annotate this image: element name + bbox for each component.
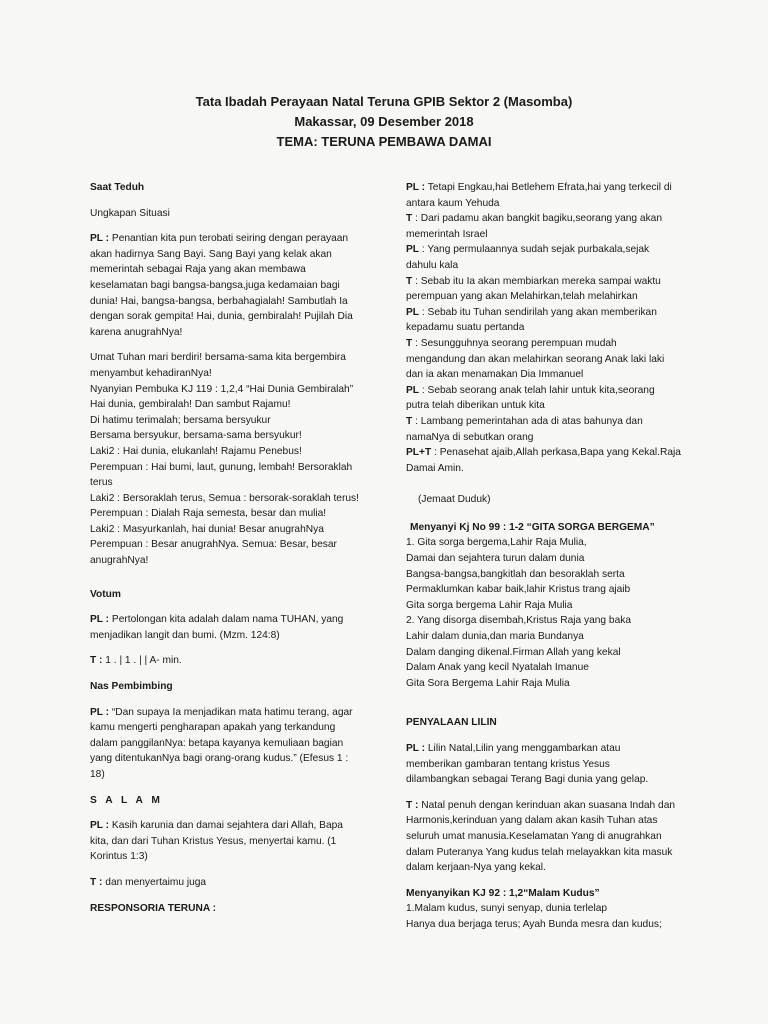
text-line: Hai dunia, gembiralah! Dan sambut Rajamu! <box>90 399 291 411</box>
text-line: dengan sorak gempita! Hai, dunia, gembiralah! Pujilah Dia <box>90 311 353 323</box>
text-line: Laki2 : Hai dunia, elukanlah! Rajamu Penebus! <box>90 445 302 457</box>
text-line: antara kaum Yehuda <box>406 197 500 209</box>
lyric-line: 1.Malam kudus, sunyi senyap, dunia terlelap <box>406 903 608 915</box>
pl-lilin <box>406 741 688 788</box>
speaker-tag: T : <box>90 876 103 888</box>
speaker-tag: T <box>406 337 413 349</box>
text-line: : Sesungguhnya seorang perempuan mudah <box>412 337 617 349</box>
right-column <box>406 180 688 933</box>
text-line: : Lambang pemerintahan ada di atas bahunya dan <box>412 415 643 427</box>
heading-nas-pembimbing: Nas Pembimbing <box>90 681 173 693</box>
text-line: memberikan gambaran tentang kristus Yesus <box>406 758 610 770</box>
text-line: : Penasehat ajaib,Allah perkasa,Bapa yang Kekal.Raja <box>431 447 681 459</box>
text-line: akan hadirnya Sang Bayi. Sang Bayi yang kelak akan <box>90 248 332 260</box>
text-line: Kasih karunia dan damai sejahtera dari Allah, Bapa <box>109 820 343 832</box>
text-line: Laki2 : Bersoraklah terus, Semua : bersorak-soraklah terus! <box>90 492 359 504</box>
speaker-tag: PL : <box>90 706 110 718</box>
text-line: Natal penuh dengan kerinduan akan suasana Indah dan <box>418 799 676 811</box>
text-line: dalam panggilanNya: betapa kayanya kemuliaan bagian <box>90 737 344 749</box>
text-line: Perempuan : Besar anugrahNya. Semua: Besar, besar <box>90 539 337 551</box>
text-line: : Sebab itu Tuhan sendirilah yang akan memberikan <box>419 306 657 318</box>
document-title: Tata Ibadah Perayaan Natal Teruna GPIB Sektor 2 (Masomba) <box>195 94 573 109</box>
lyric-line: Dalam Anak yang kecil Nyatalah Imanue <box>406 662 589 674</box>
lyric-line: Hanya dua berjaga terus; Ayah Bunda mesra dan kudus; <box>406 918 662 930</box>
text-line: : Dari padamu akan bangkit bagiku,seorang yang akan <box>412 213 662 225</box>
text-line: Korintus 1:3) <box>90 851 148 863</box>
t-amin <box>90 653 370 669</box>
text-line: Umat Tuhan mari berdiri! bersama-sama kita bergembira <box>90 352 346 364</box>
speaker-tag: PL <box>406 244 420 256</box>
text-line: Bersama bersyukur, bersama-sama bersyukur! <box>90 430 302 442</box>
text-line: keselamatan bagi bangsa-bangsa,juga kedamaian bagi <box>90 279 340 291</box>
jemaat-duduk: (Jemaat Duduk) <box>418 494 491 506</box>
lyric-line: Gita Sora Bergema Lahir Raja Mulia <box>406 677 570 689</box>
text-line: mengandung dan akan melahirkan seorang Anak laki laki <box>406 353 665 365</box>
text-line: dalam Puteranya Yang kudus telah melayakkan kita masuk <box>406 846 673 858</box>
speaker-tag: PL <box>406 384 420 396</box>
text-line: 1 . | 1 . | | A- min. <box>102 655 182 667</box>
text-line: “Dan supaya Ia menjadikan mata hatimu terang, agar <box>109 706 353 718</box>
text-line: Nyanyian Pembuka KJ 119 : 1,2,4 “Hai Dunia Gembiralah” <box>90 383 354 395</box>
speaker-tag: PL <box>406 306 420 318</box>
responsoria-list <box>406 180 688 476</box>
t-salam <box>90 875 370 891</box>
text-line: menyambut kehadiranNya! <box>90 367 212 379</box>
lyric-line: 1. Gita sorga bergema,Lahir Raja Mulia, <box>406 537 587 549</box>
text-line: : Sebab seorang anak telah lahir untuk kita,seorang <box>419 384 655 396</box>
text-line: anugrahNya! <box>90 555 149 567</box>
text-line: dalam kerjaan-Nya yang kekal. <box>406 862 546 874</box>
speaker-tag: T : <box>90 655 103 667</box>
pl-penantian <box>90 231 370 340</box>
text-line: 18) <box>90 769 105 780</box>
text-line: Tetapi Engkau,hai Betlehem Efrata,hai yang terkecil di <box>425 182 672 193</box>
text-line: Perempuan : Dialah Raja semesta, besar dan mulia! <box>90 508 327 520</box>
text-line: kepadamu suatu pertanda <box>406 322 525 334</box>
text-line: : Sebab itu Ia akan membiarkan mereka sampai waktu <box>412 275 661 287</box>
text-line: Lilin Natal,Lilin yang menggambarkan atau <box>425 743 621 754</box>
text-line: : Yang permulaannya sudah sejak purbakala,sejak <box>419 244 650 256</box>
text-line: Pertolongan kita adalah dalam nama TUHAN, yang <box>109 614 344 626</box>
text-line: menjadikan langit dan bumi. (Mzm. 124:8) <box>90 629 280 641</box>
text-line: karena anugrahNya! <box>90 326 183 338</box>
kj99-title: Menyanyi Kj No 99 : 1-2 “GITA SORGA BERGEMA” <box>410 521 655 533</box>
speaker-tag: PL : <box>90 820 110 832</box>
speaker-tag: T <box>406 213 413 225</box>
speaker-tag: PL : <box>406 182 426 193</box>
lyric-line: Lahir dalam dunia,dan maria Bundanya <box>406 631 584 643</box>
text-line: dilambangkan sebagai Terang Bagi dunia yang gelap. <box>406 774 649 786</box>
text-line: putra telah diberikan untuk kita <box>406 400 545 412</box>
speaker-tag: T <box>406 415 413 427</box>
kj92-lyrics <box>406 901 688 932</box>
text-line: dunia! Hai, bangsa-bangsa, berbahagialah! Sambutlah Ia <box>90 295 348 307</box>
lyric-line: Damai dan sejahtera turun dalam dunia <box>406 553 585 565</box>
text-line: seluruh umat manusia.Keselamatan Yang di anugrahkan <box>406 830 662 842</box>
text-line: Di hatimu terimalah; bersama bersyukur <box>90 414 271 426</box>
heading-responsoria: RESPONSORIA TERUNA : <box>90 902 217 914</box>
left-column <box>90 180 370 926</box>
document-date: Makassar, 09 Desember 2018 <box>294 114 474 129</box>
lyric-line: Permaklumkan kabar baik,lahir Kristus trang ajaib <box>406 584 631 596</box>
text-line: kamu mengerti pengharapan apakah yang terkandung <box>90 722 336 734</box>
lyric-line: Dalam danging dikenal.Firman Allah yang kekal <box>406 646 621 658</box>
kj99-lyrics <box>406 535 688 691</box>
heading-saat-teduh: Saat Teduh <box>90 182 145 193</box>
speaker-tag: PL+T <box>406 447 432 459</box>
text-line: Laki2 : Masyurkanlah, hai dunia! Besar anugrahNya <box>90 523 324 535</box>
text-line: dan menyertaimu juga <box>102 876 207 888</box>
pl-salam <box>90 818 370 865</box>
speaker-tag: PL : <box>406 743 426 754</box>
text-line: terus <box>90 477 113 489</box>
lyric-line: Bangsa-bangsa,bangkitlah dan besoraklah serta <box>406 568 625 580</box>
text-line: Penantian kita pun terobati seiring dengan perayaan <box>109 233 349 245</box>
text-line: dan ia akan menamakan Dia Immanuel <box>406 369 584 381</box>
speaker-tag: T : <box>406 799 419 811</box>
text-line: kita, dan dari Tuhan Kristus Yesus, menyertai kamu. (1 <box>90 835 337 847</box>
text-line: memerintah Israel <box>406 228 488 240</box>
heading-salam: S A L A M <box>90 794 163 806</box>
text-line: namaNya di sebutkan orang <box>406 431 534 443</box>
lyric-line: 2. Yang disorga disembah,Kristus Raja yang baka <box>406 615 632 627</box>
lyric-line: Gita sorga bergema Lahir Raja Mulia <box>406 599 573 611</box>
text-line: yang ditentukanNya bagi orang-orang kudus.” (Efesus 1 : <box>90 753 349 765</box>
speaker-tag: T <box>406 275 413 287</box>
text-line: Harmonis,kerinduan yang dalam akan kasih Tuhan atas <box>406 815 658 827</box>
speaker-tag: PL : <box>90 614 110 626</box>
t-natal <box>406 798 688 876</box>
heading-votum: Votum <box>90 588 121 600</box>
speaker-tag: PL : <box>90 233 110 245</box>
ungkapan-situasi: Ungkapan Situasi <box>90 207 170 219</box>
text-line: memerintah sebagai Raja yang akan membawa <box>90 264 306 276</box>
document-theme: TEMA: TERUNA PEMBAWA DAMAI <box>276 134 492 149</box>
pl-votum <box>90 612 370 643</box>
text-line: Perempuan : Hai bumi, laut, gunung, lembah! Bersoraklah <box>90 461 353 473</box>
text-line: perempuan yang akan Melahirkan,telah melahirkan <box>406 291 638 303</box>
heading-penyalaan-lilin: PENYALAAN LILIN <box>406 717 497 729</box>
pl-nas <box>90 705 370 783</box>
kj92-title: Menyanyikan KJ 92 : 1,2“Malam Kudus” <box>406 887 600 899</box>
text-line: Damai Amin. <box>406 462 464 474</box>
nyanyian-pembuka <box>90 350 370 568</box>
text-line: dahulu kala <box>406 259 459 271</box>
